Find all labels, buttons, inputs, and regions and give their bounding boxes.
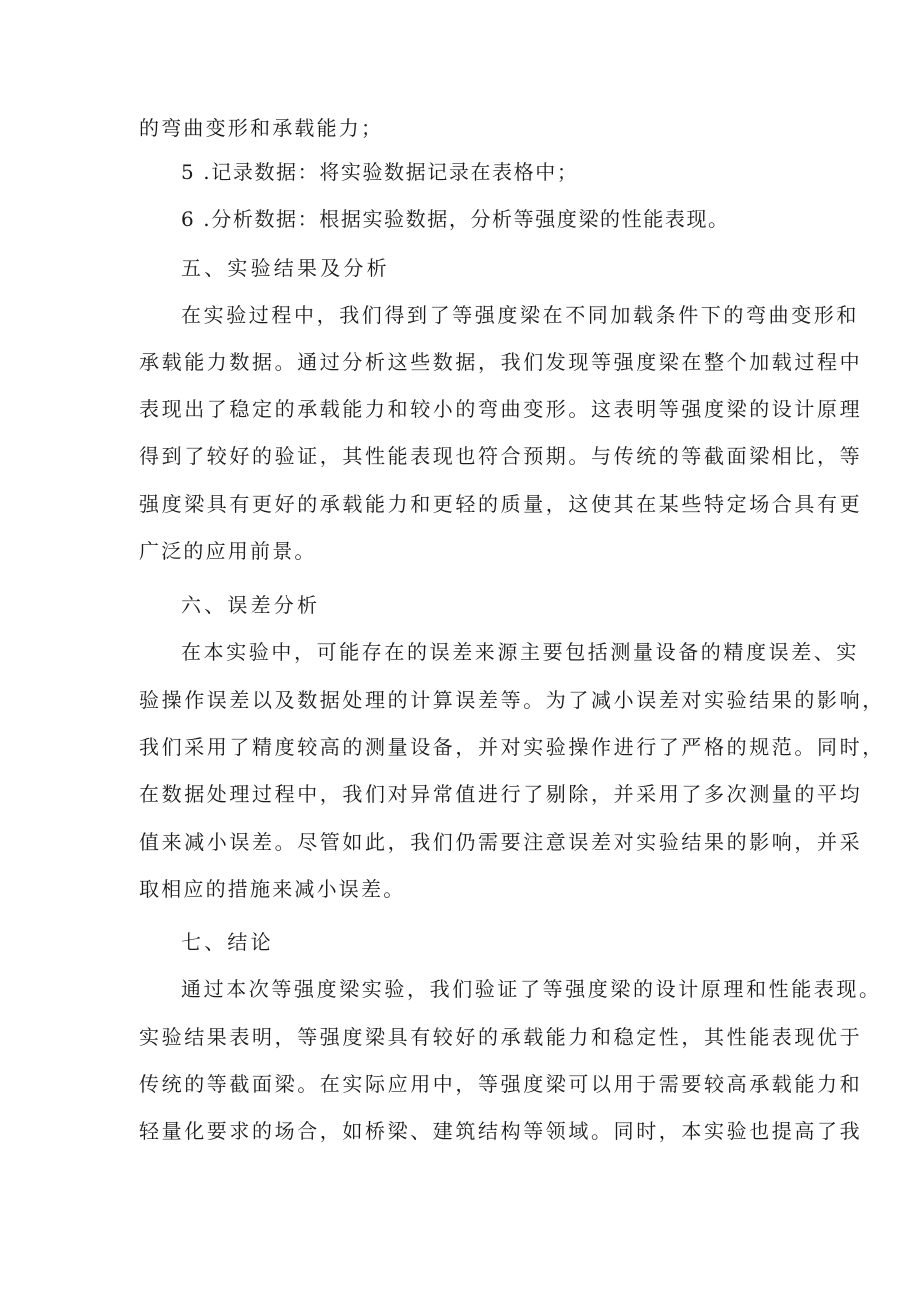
step-item-record-data: 5 .记录数据：将实验数据记录在表格中； — [181, 160, 579, 184]
step-item-analyze-data: 6 .分析数据：根据实验数据，分析等强度梁的性能表现。 — [181, 207, 730, 231]
paragraph-line: 承载能力数据。通过分析这些数据，我们发现等强度梁在整个加载过程中 — [139, 350, 863, 374]
paragraph-line: 在数据处理过程中，我们对异常值进行了剔除，并采用了多次测量的平均 — [139, 782, 863, 806]
paragraph-line: 我们采用了精度较高的测量设备，并对实验操作进行了严格的规范。同时， — [139, 735, 885, 759]
paragraph-line: 强度梁具有更好的承载能力和更轻的质量，这使其在某些特定场合具有更 — [139, 492, 863, 516]
paragraph-line: 得到了较好的验证，其性能表现也符合预期。与传统的等截面梁相比，等 — [139, 444, 863, 468]
paragraph-line: 实验结果表明，等强度梁具有较好的承载能力和稳定性，其性能表现优于 — [139, 1025, 863, 1049]
paragraph-line: 值来减小误差。尽管如此，我们仍需要注意误差对实验结果的影响，并采 — [139, 830, 863, 854]
paragraph-line: 在实验过程中，我们得到了等强度梁在不同加载条件下的弯曲变形和 — [181, 303, 859, 327]
section-heading-results: 五、实验结果及分析 — [181, 256, 390, 280]
paragraph-line: 验操作误差以及数据处理的计算误差等。为了减小误差对实验结果的影响， — [139, 688, 885, 712]
paragraph-line-step4-continued: 的弯曲变形和承载能力； — [139, 116, 384, 140]
paragraph-line: 传统的等截面梁。在实际应用中，等强度梁可以用于需要较高承载能力和 — [139, 1072, 863, 1096]
section-heading-error-analysis: 六、误差分析 — [181, 593, 321, 617]
paragraph-line: 表现出了稳定的承载能力和较小的弯曲变形。这表明等强度梁的设计原理 — [139, 397, 863, 421]
paragraph-line: 通过本次等强度梁实验，我们验证了等强度梁的设计原理和性能表现。 — [181, 977, 882, 1001]
paragraph-line: 轻量化要求的场合，如桥梁、建筑结构等领域。同时，本实验也提高了我 — [139, 1119, 863, 1143]
paragraph-line: 取相应的措施来减小误差。 — [139, 877, 406, 901]
paragraph-line: 广泛的应用前景。 — [139, 539, 317, 563]
section-heading-conclusion: 七、结论 — [181, 930, 274, 954]
paragraph-line: 在本实验中，可能存在的误差来源主要包括测量设备的精度误差、实 — [181, 640, 859, 664]
